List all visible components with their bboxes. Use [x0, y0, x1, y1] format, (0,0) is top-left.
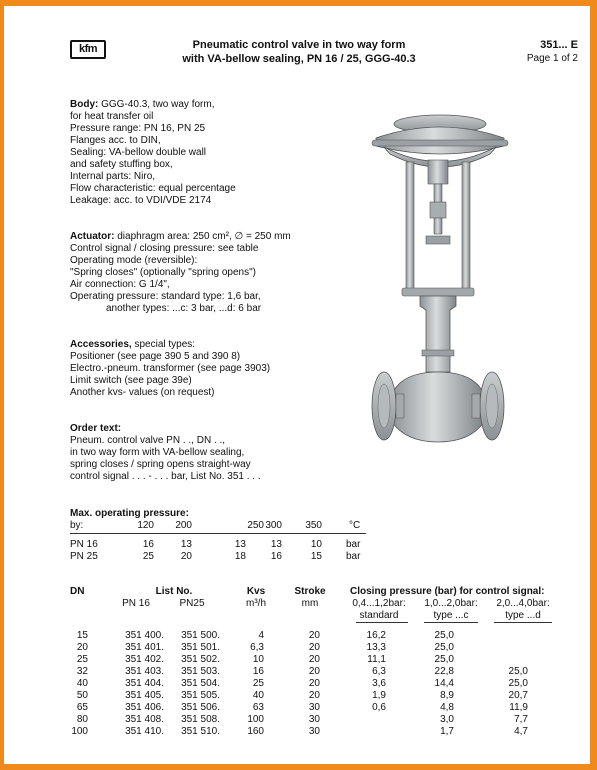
- table-cell: 32: [76, 666, 88, 677]
- table-cell: 25,0: [434, 654, 454, 665]
- table-cell: 65: [76, 702, 88, 713]
- col-subheader: PN25: [179, 598, 205, 609]
- accessories-line: Another kvs- values (on request): [70, 387, 215, 398]
- table-cell: 351 405.: [125, 690, 164, 701]
- table-cell: 20: [308, 630, 320, 641]
- table-cell: 40: [252, 690, 264, 701]
- table-cell: 1,9: [372, 690, 386, 701]
- table-header-cell: °C: [349, 520, 361, 531]
- table-header-cell: 300: [265, 520, 282, 531]
- table-cell: 15: [76, 630, 88, 641]
- table-cell: 15: [310, 551, 322, 562]
- table-cell: 25,0: [508, 666, 528, 677]
- order-line: Pneum. control valve PN . ., DN . .,: [70, 435, 226, 446]
- table-header-cell: 200: [175, 520, 192, 531]
- table-header-cell: 350: [305, 520, 322, 531]
- col-subheader: type ...c: [433, 610, 469, 621]
- col-header-kvs: Kvs: [246, 586, 266, 597]
- body-line: for heat transfer oil: [70, 111, 154, 122]
- col-subheader: 2,0...4,0bar:: [496, 598, 550, 609]
- table-cell: 20: [308, 690, 320, 701]
- accessories-heading: Accessories,: [70, 339, 132, 350]
- table-cell: 30: [308, 702, 320, 713]
- table-cell: 351 501.: [181, 642, 220, 653]
- actuator-line: Operating pressure: standard type: 1,6 bar,: [70, 291, 261, 302]
- control-valve-illustration: [362, 110, 532, 456]
- table-cell: 11,9: [509, 702, 528, 713]
- table-cell: 13: [234, 539, 246, 550]
- table-cell: 351 502.: [181, 654, 220, 665]
- table-cell: 351 400.: [125, 630, 164, 641]
- table-cell: 4,8: [440, 702, 454, 713]
- table-cell: 16: [252, 666, 264, 677]
- order-line: in two way form with VA-bellow sealing,: [70, 447, 245, 458]
- actuator-line: diaphragm area: 250 cm², ∅ = 250 mm: [117, 231, 291, 242]
- col-header-closing-pressure: [350, 586, 544, 598]
- table-cell: 3,6: [372, 678, 386, 689]
- col-subheader: 1,0...2,0bar:: [424, 598, 478, 609]
- title-line-2: with VA-bellow sealing, PN 16 / 25, GGG-40.3: [182, 53, 416, 65]
- table-cell: 100: [247, 714, 264, 725]
- table-cell: 1,7: [440, 726, 454, 737]
- accessories-line: Electro.-pneum. transformer (see page 3903): [70, 363, 271, 374]
- table-cell: 25,0: [508, 678, 528, 689]
- table-cell: 18: [234, 551, 246, 562]
- table-cell: 351 406.: [125, 702, 164, 713]
- order-line: spring closes / spring opens straight-way: [70, 459, 251, 470]
- subheader-rule: [356, 622, 408, 623]
- order-heading: Order text:: [70, 423, 122, 434]
- col-header-list-no: List No.: [155, 586, 193, 597]
- table-cell: 8,9: [440, 690, 454, 701]
- table-cell: 10: [252, 654, 264, 665]
- accessories-line: Positioner (see page 390 5 and 390 8): [70, 351, 241, 362]
- table-cell: 11,1: [367, 654, 386, 665]
- body-line: and safety stuffing box,: [70, 159, 173, 170]
- table-cell: 4,7: [514, 726, 528, 737]
- table-cell: 351 506.: [181, 702, 220, 713]
- page-indicator: Page 1 of 2: [526, 53, 578, 64]
- col-subheader: PN 16: [122, 598, 150, 609]
- col-header-stroke: Stroke: [294, 586, 326, 597]
- table-cell: 351 401.: [125, 642, 164, 653]
- table-cell: 6,3: [250, 642, 264, 653]
- table-cell: 351 404.: [125, 678, 164, 689]
- max-pressure-heading: Max. operating pressure:: [70, 508, 189, 519]
- body-line: Flanges acc. to DIN,: [70, 135, 161, 146]
- table-cell: 160: [247, 726, 264, 737]
- table-cell: 351 510.: [181, 726, 220, 737]
- table-header-cell: 120: [137, 520, 154, 531]
- table-cell: PN 16: [70, 539, 98, 550]
- col-subheader: mm: [301, 598, 319, 609]
- body-line: GGG-40.3, two way form,: [101, 99, 215, 110]
- table-cell: 4: [258, 630, 264, 641]
- table-cell: 351 505.: [181, 690, 220, 701]
- table-cell: 50: [76, 690, 88, 701]
- col-subheader: m³/h: [246, 598, 266, 609]
- table-cell: bar: [346, 539, 361, 550]
- table-cell: 351 500.: [181, 630, 220, 641]
- table-rule: [70, 533, 366, 534]
- datasheet-page: [4, 6, 590, 764]
- table-cell: 351 408.: [125, 714, 164, 725]
- actuator-heading: Actuator:: [70, 231, 115, 242]
- accessories-line: Limit switch (see page 39e): [70, 375, 192, 386]
- table-cell: 6,3: [372, 666, 386, 677]
- accessories-line: special types:: [134, 339, 196, 350]
- table-cell: 22,8: [434, 666, 454, 677]
- table-cell: 16: [142, 539, 154, 550]
- closing-pressure-label: Closing pressure (bar) for control signal:: [350, 586, 545, 597]
- actuator-line: "Spring closes" (optionally "spring opens"): [70, 267, 256, 278]
- body-line: Sealing: VA-bellow double wall: [70, 147, 207, 158]
- table-cell: 25: [252, 678, 264, 689]
- subheader-rule: [424, 622, 478, 623]
- body-line: Internal parts: Niro,: [70, 171, 156, 182]
- subheader-rule: [494, 622, 552, 623]
- body-line: Flow characteristic: equal percentage: [70, 183, 236, 194]
- table-cell: 25,0: [434, 642, 454, 653]
- table-cell: 63: [252, 702, 264, 713]
- table-cell: 80: [76, 714, 88, 725]
- title-line-1: Pneumatic control valve in two way form: [192, 39, 406, 51]
- table-cell: bar: [346, 551, 361, 562]
- col-subheader: standard: [359, 610, 399, 621]
- table-cell: 16: [270, 551, 282, 562]
- body-line: Leakage: acc. to VDI/VDE 2174: [70, 195, 212, 206]
- table-cell: 351 402.: [125, 654, 164, 665]
- table-cell: 25: [76, 654, 88, 665]
- table-cell: 351 503.: [181, 666, 220, 677]
- table-cell: 351 508.: [181, 714, 220, 725]
- table-cell: 25,0: [434, 630, 454, 641]
- table-cell: 20: [308, 666, 320, 677]
- table-cell: 20: [180, 551, 192, 562]
- table-cell: 20: [308, 678, 320, 689]
- actuator-line: Operating mode (reversible):: [70, 255, 198, 266]
- table-cell: 16,2: [366, 630, 386, 641]
- col-subheader: 0,4...1,2bar:: [352, 598, 406, 609]
- actuator-line: Control signal / closing pressure: see table: [70, 243, 259, 254]
- company-logo: kfm: [70, 40, 106, 59]
- table-cell: 20: [308, 642, 320, 653]
- actuator-line: another types: ...c: 3 bar, ...d: 6 bar: [106, 303, 262, 314]
- col-header-dn: DN: [70, 586, 85, 597]
- table-cell: 13: [180, 539, 192, 550]
- table-cell: 20,7: [508, 690, 528, 701]
- table-cell: 30: [308, 714, 320, 725]
- table-cell: 20: [308, 654, 320, 665]
- table-cell: 351 403.: [125, 666, 164, 677]
- table-header-cell: 250: [247, 520, 264, 531]
- table-cell: 351 504.: [181, 678, 220, 689]
- order-line: control signal . . . - . . . bar, List No. 351 . . .: [70, 471, 261, 482]
- table-cell: 20: [76, 642, 88, 653]
- body-line: Pressure range: PN 16, PN 25: [70, 123, 206, 134]
- table-cell: PN 25: [70, 551, 98, 562]
- table-cell: 25: [142, 551, 154, 562]
- table-cell: 13: [270, 539, 282, 550]
- table-cell: 40: [76, 678, 88, 689]
- table-cell: 14,4: [434, 678, 454, 689]
- table-cell: 3,0: [440, 714, 454, 725]
- document-number: 351... E: [540, 39, 578, 51]
- table-cell: 13,3: [366, 642, 386, 653]
- col-subheader: type ...d: [505, 610, 541, 621]
- body-heading: Body:: [70, 99, 99, 110]
- table-cell: 30: [308, 726, 320, 737]
- table-header-cell: by:: [70, 520, 84, 531]
- table-cell: 100: [71, 726, 88, 737]
- actuator-line: Air connection: G 1/4",: [70, 279, 170, 290]
- table-cell: 10: [310, 539, 322, 550]
- table-cell: 351 410.: [125, 726, 164, 737]
- table-cell: 0,6: [372, 702, 386, 713]
- table-cell: 7,7: [514, 714, 528, 725]
